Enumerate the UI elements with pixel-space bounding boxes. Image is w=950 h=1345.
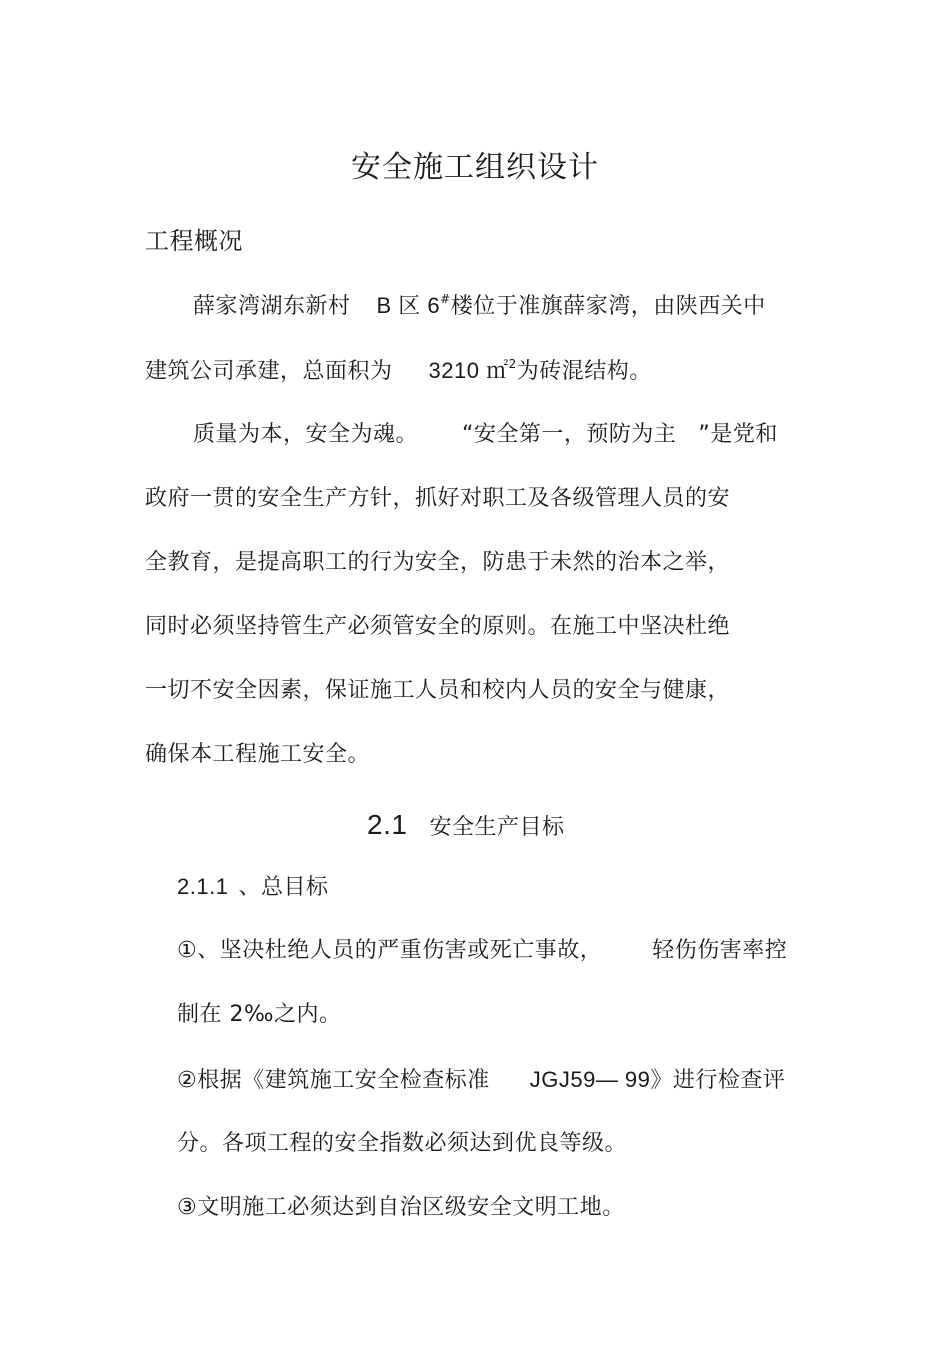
goal-3-line-1: ③文明施工必须达到自治区级安全文明工地。 [177,1195,625,1220]
para2-line-1 [193,420,778,450]
document-title: 安全施工组织设计 [351,150,599,185]
overview-line-1-c: 楼位于准旗薛家湾，由陕西关中 [450,294,766,319]
section-number: 2.1 [367,809,408,840]
overview-line-2-c: 为砖混结构。 [516,359,652,384]
overview-line-2-b: 3210 ㎡ [428,358,509,383]
overview-line-1-b: B 区 6 [376,293,441,318]
overview-line-2-a: 建筑公司承建，总面积为 [145,359,393,384]
heading-overview: 工程概况 [145,227,243,255]
subsection-heading [177,872,328,903]
para2-line-2: 政府一贯的安全生产方针，抓好对职工及各级管理人员的安 [145,486,731,511]
para2-line-3: 全教育，是提高职工的行为安全，防患于未然的治本之举， [145,550,731,575]
para2-line-4: 同时必须坚持管生产必须管安全的原则。在施工中坚决杜绝 [145,614,731,639]
goal-1-a: ①、坚决杜绝人员的严重伤害或死亡事故， [177,938,603,963]
overview-line-1-a: 薛家湾湖东新村 [193,294,351,319]
goal-2-a: ②根据《建筑施工安全检查标准 [177,1068,490,1093]
overview-line-1 [193,291,766,322]
goal-1-line-2: 制在 2‰之内。 [177,1002,342,1027]
goal-2-line-2: 分。各项工程的安全指数必须达到优良等级。 [177,1131,628,1156]
para2-line-1-c: ”是党和 [698,422,778,447]
section-title: 安全生产目标 [429,815,565,840]
overview-line-2-sup: 2 [508,357,517,371]
section-heading [367,810,564,843]
para2-line-6: 确保本工程施工安全。 [145,742,371,767]
subsection-title: 、总目标 [238,875,329,900]
overview-line-2 [145,356,652,387]
goal-2-b: JGJ59— 99》进行检查评 [529,1067,786,1092]
goal-2-line-1 [177,1065,785,1096]
para2-line-5: 一切不安全因素，保证施工人员和校内人员的安全与健康， [145,678,731,703]
para2-line-1-b: “安全第一，预防为主 [462,422,677,447]
overview-line-1-sup: # [440,292,451,306]
goal-1-line-1 [177,936,787,966]
goal-1-b: 轻伤伤害率控 [652,938,788,963]
subsection-number: 2.1.1 [177,874,229,899]
para2-line-1-a: 质量为本，安全为魂。 [193,422,419,447]
